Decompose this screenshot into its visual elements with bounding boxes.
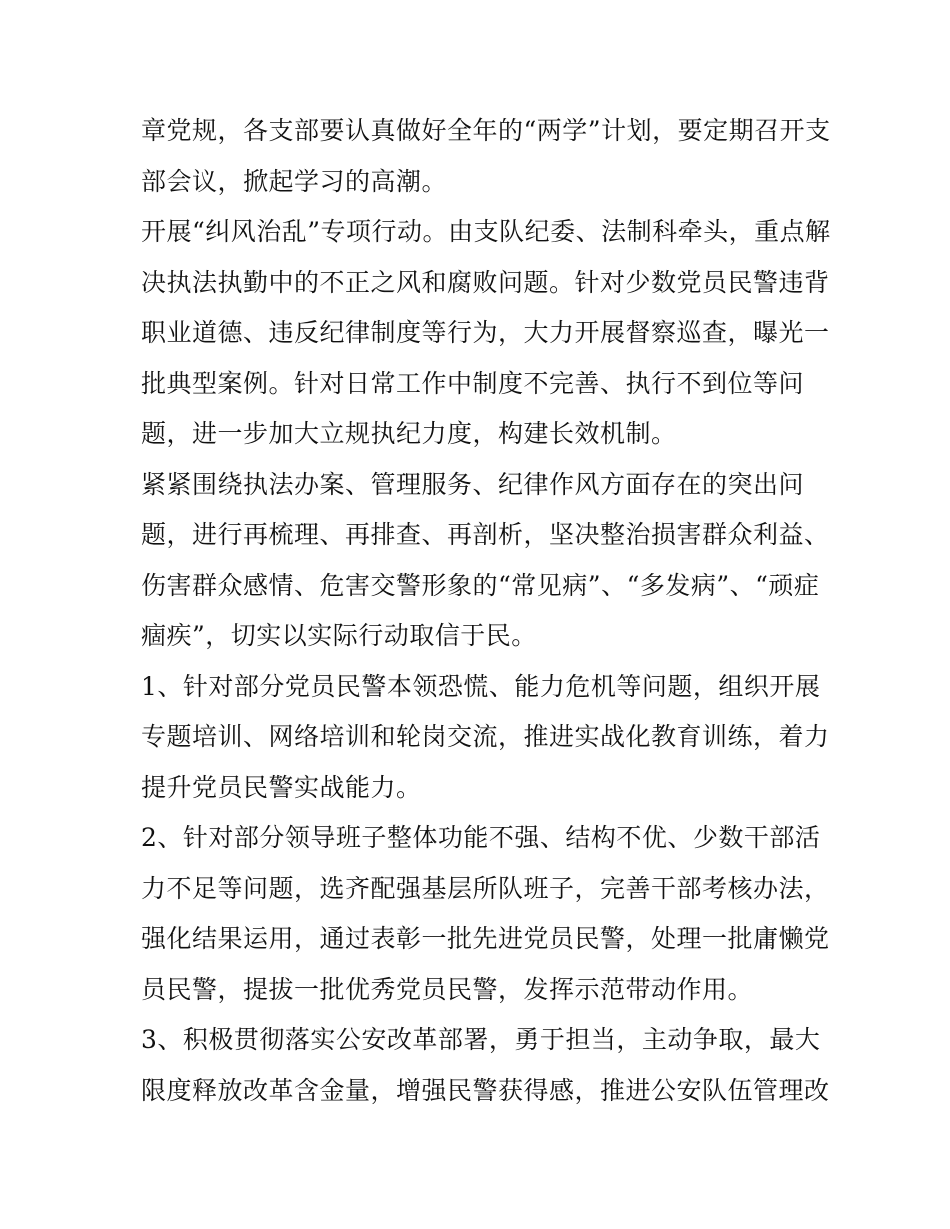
text-line: 伤害群众感情、危害交警形象的“常见病”、“多发病”、“顽症 xyxy=(141,570,820,600)
text-line: 决执法执勤中的不正之风和腐败问题。针对少数党员民警违背 xyxy=(141,267,830,297)
text-line: 1、针对部分党员民警本领恐慌、能力危机等问题，组织开展 xyxy=(141,671,821,701)
text-line: 部会议，掀起学习的高潮。 xyxy=(141,166,448,196)
text-line: 专题培训、网络培训和轮岗交流，推进实战化教育训练，着力 xyxy=(141,722,830,751)
text-line: 题，进一步加大立规执纪力度，构建长效机制。 xyxy=(141,419,677,448)
text-line: 2、针对部分领导班子整体功能不强、结构不优、少数干部活 xyxy=(141,823,821,852)
text-line: 开展“纠风治乱”专项行动。由支队纪委、法制科牵头，重点解 xyxy=(141,217,831,246)
text-line: 题，进行再梳理、再排查、再剖析，坚决整治损害群众利益、 xyxy=(141,520,830,549)
text-line: 3、积极贯彻落实公安改革部署，勇于担当，主动争取，最大 xyxy=(141,1025,821,1054)
text-line: 紧紧围绕执法办案、管理服务、纪律作风方面存在的突出问 xyxy=(141,469,805,499)
text-line: 章党规，各支部要认真做好全年的“两学”计划，要定期召开支 xyxy=(141,116,831,145)
text-line: 强化结果运用，通过表彰一批先进党员民警，处理一批庸懒党 xyxy=(141,924,830,953)
text-line: 提升党员民警实战能力。 xyxy=(141,772,422,802)
text-line: 力不足等问题，选齐配强基层所队班子，完善干部考核办法， xyxy=(141,873,830,903)
text-line: 限度释放改革含金量，增强民警获得感，推进公安队伍管理改 xyxy=(141,1075,830,1105)
text-line: 痼疾”，切实以实际行动取信于民。 xyxy=(141,621,537,650)
text-line: 批典型案例。针对日常工作中制度不完善、执行不到位等问 xyxy=(141,368,805,398)
body-text xyxy=(141,106,831,1116)
text-line: 职业道德、违反纪律制度等行为，大力开展督察巡查，曝光一 xyxy=(141,318,830,347)
text-line: 员民警，提拔一批优秀党员民警，发挥示范带动作用。 xyxy=(141,974,754,1004)
